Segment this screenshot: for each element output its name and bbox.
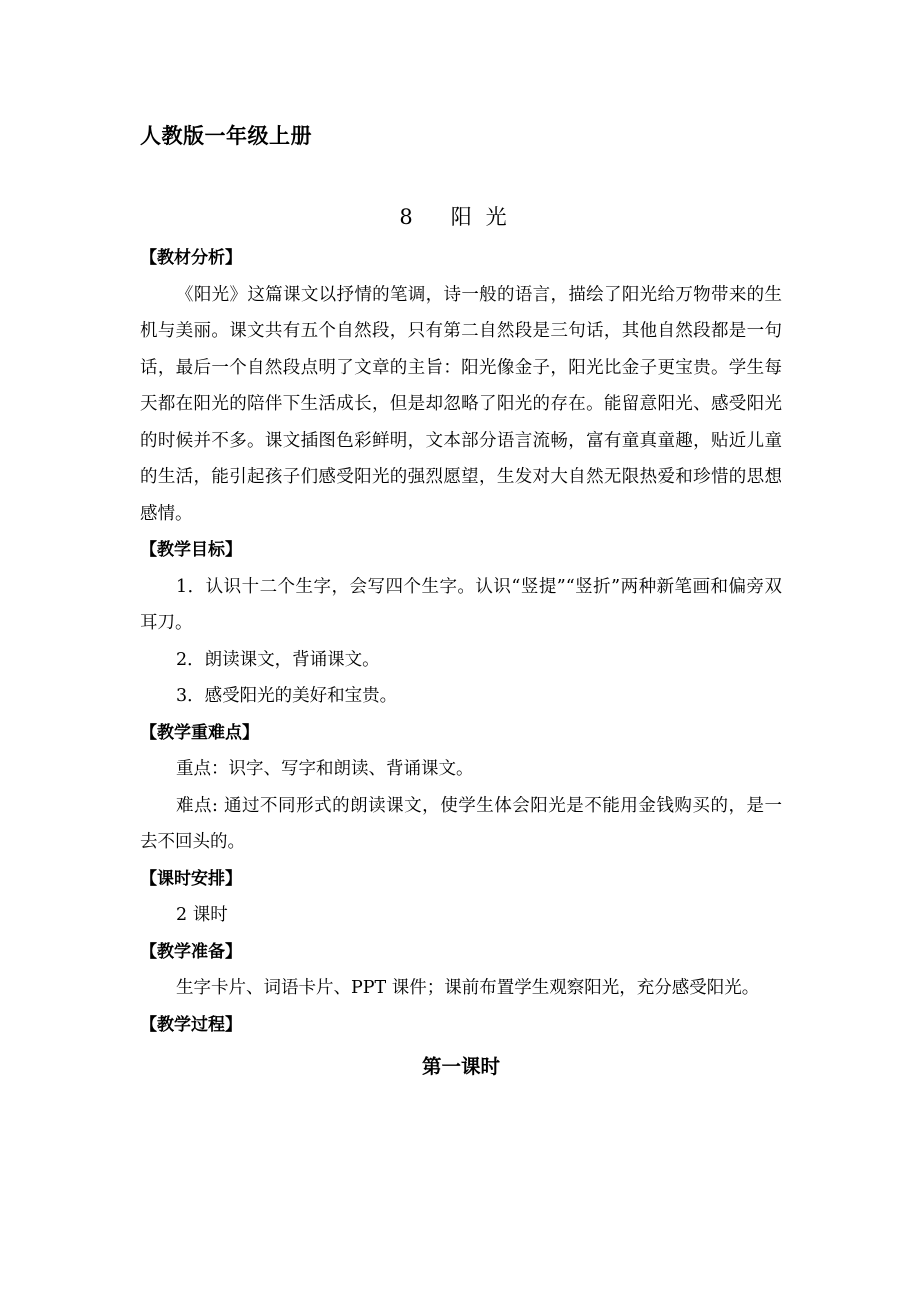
difficult-point-text: 难点: 通过不同形式的朗读课文，使学生体会阳光是不能用金钱购买的，是一去不回头的。 [140, 795, 782, 852]
goal-item-3: 3．感受阳光的美好和宝贵。 [176, 686, 398, 706]
lesson-title [0, 202, 920, 232]
goals-heading: 【教学目标】 [140, 540, 242, 560]
session-title: 第一课时 [421, 1055, 500, 1078]
goal-item-1: 1．认识十二个生字，会写四个生字。认识“竖提”“竖折”两种新笔画和偏旁双耳刀。 [140, 576, 782, 633]
schedule-heading: 【课时安排】 [140, 868, 242, 889]
schedule-text: 2 课时 [176, 905, 228, 925]
analysis-heading: 【教材分析】 [140, 248, 242, 268]
preparation-text: 生字卡片、词语卡片、PPT 课件；课前布置学生观察阳光，充分感受阳光。 [176, 978, 760, 998]
analysis-text: 《阳光》这篇课文以抒情的笔调，诗一般的语言，描绘了阳光给万物带来的生机与美丽。课文共有五个自然段，只有第二自然段是三句话，其他自然段都是一句话，最后一个自然段点明了文章的主旨：阳光像金子，阳光比金子更宝贵。学生每天都在阳光的陪伴下生活成长，但是却忽略了阳光的存在。能留意阳光、感受阳光的时候并不多。课文插图色彩鲜明，文本部分语言流畅，富有童真童趣，贴近儿童的生活，能引起孩子们感受阳光的强烈愿望，生发对大自然无限热爱和珍惜的思想感情。 [140, 284, 782, 524]
document-body [140, 240, 782, 1089]
process-heading: 【教学过程】 [140, 1014, 242, 1035]
key-point-text: 重点：识字、写字和朗读、背诵课文。 [176, 759, 474, 779]
goal-item-2: 2．朗读课文，背诵课文。 [176, 649, 380, 670]
lesson-number: 8 [399, 205, 413, 229]
preparation-heading: 【教学准备】 [140, 941, 242, 962]
edition-label: 人教版一年级上册 [140, 124, 312, 148]
lesson-name: 阳光 [450, 205, 521, 229]
key-points-heading: 【教学重难点】 [140, 722, 259, 743]
